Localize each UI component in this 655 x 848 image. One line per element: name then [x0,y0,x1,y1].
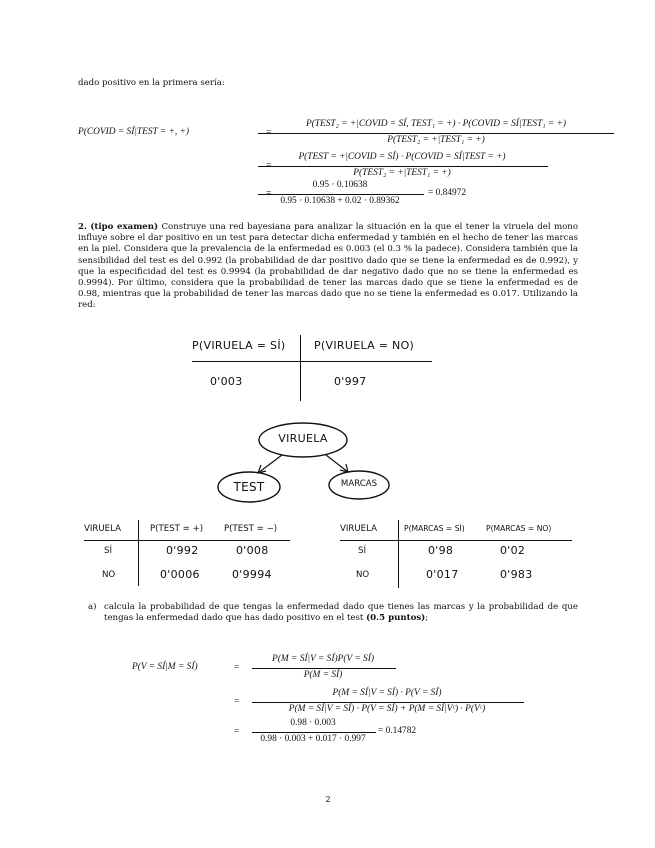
eq1-row1-bar [258,133,614,134]
problem-tag: (tipo examen) [90,222,159,232]
problem-text: Construye una red bayesiana para analizar la situación en la que el tener la viruela del mono influye sobre el dar positivo en un test para detectar dicha enfermedad y también en el hecho de tener las marcas en la piel. Considera que la prevalencia de la enfermedad es 0.003 (el 0.3 % la padece). Considera también que la sensibilidad del test es del 0.992 (la probabilidad de dar positivo dado que se tiene la enfermedad es de 0.992), y que la especificidad del test es 0.9994 (la probabilidad de dar negativo dado que no se tiene la enfermedad es 0.9994). Por último, considera que la probabilidad de tener las marcas dado que se tiene la enfermedad es de 0.98, mientras que la probabilidad de tener las marcas dado que no se tiene la enfermedad es 0.017. Utilizando la red: [78,222,578,311]
eq1-row3-bar [258,194,424,195]
item-a-label: a) [88,602,97,612]
eq1-row3-num: 0.95 · 0.10638 [312,180,368,190]
edge-viruela-marcas [326,455,348,472]
marcas-header-no: P(MARCAS = NO) [486,524,552,533]
problem-paragraph [78,222,578,312]
eq1-row2-bar [258,166,548,167]
eq1-equals-3: = [266,188,272,199]
prior-value-no: 0'997 [334,375,367,388]
problem-number: 2. [78,222,87,232]
test-hline [84,540,290,541]
prior-vline [300,335,301,401]
eq2-row3-bar [252,732,376,733]
eq1-row1-den: P(TEST₂ = +|TEST₁ = +) [387,135,485,145]
eq1-row2-num: P(TEST = +|COVID = SÍ) · P(COVID = SÍ|TEST = +) [298,152,506,162]
eq2-equals-1: = [234,662,240,673]
marcas-row2-viruela: NO [356,570,370,580]
eq2-row2-bar [252,702,524,703]
test-header-viruela: VIRUELA [84,524,121,534]
test-row1-neg: 0'008 [236,544,269,557]
item-a-paragraph [104,602,578,624]
marcas-row2-no: 0'983 [500,568,533,581]
page-number: 2 [325,795,331,805]
intro-line: dado positivo en la primera sería: [78,78,225,88]
marcas-row1-viruela: SÍ [358,546,366,556]
node-test-label: TEST [233,480,265,494]
prior-table [190,335,440,405]
marcas-row2-si: 0'017 [426,568,459,581]
prior-value-si: 0'003 [210,375,243,388]
item-a-text: calcula la probabilidad de que tengas la enfermedad dado que tienes las marcas y la probabilidad de que tengas la enfermedad dado que has dado positivo en el test [104,602,578,624]
eq2-row3-num: 0.98 · 0.003 [290,718,336,728]
eq2-lhs: P(V = SÍ|M = SÍ) [132,662,198,672]
eq2-row2-den: P(M = SÍ|V = SÍ) · P(V = SÍ) + P(M = SÍ|Vᶜ) · P(Vᶜ) [288,704,486,714]
eq2-row1-den: P(M = SÍ) [303,670,343,680]
test-row2-neg: 0'9994 [232,568,272,581]
eq1-row1-num: P(TEST₂ = +|COVID = SÍ, TEST₁ = +) · P(COVID = SÍ|TEST₁ = +) [305,119,567,129]
prior-header-si: P(VIRUELA = SÍ) [192,339,286,352]
eq2-row3-den: 0.98 · 0.003 + 0.017 · 0.997 [260,734,366,744]
node-marcas-label: MARCAS [340,479,378,489]
marcas-header-viruela: VIRUELA [340,524,377,534]
eq1-equals-2: = [266,160,272,171]
eq2-row2-num: P(M = SÍ|V = SÍ) · P(V = SÍ) [332,688,442,698]
eq2-row1-num: P(M = SÍ|V = SÍ)P(V = SÍ) [272,654,374,664]
eq1-row2-den: P(TEST₂ = +|TEST₁ = +) [353,168,451,178]
test-vline [138,520,139,586]
test-row2-viruela: NO [102,570,116,580]
edge-viruela-test [258,455,282,473]
eq2-equals-3: = [234,726,240,737]
node-viruela-label: VIRUELA [278,432,328,445]
item-a-points: (0.5 puntos) [366,613,426,624]
eq2-row1-bar [252,668,396,669]
prior-hline [192,361,432,362]
marcas-cpt-table [340,518,575,588]
eq1-lhs: P(COVID = SÍ|TEST = +, +) [78,127,190,137]
marcas-row1-si: 0'98 [428,544,454,557]
test-row1-pos: 0'992 [166,544,199,557]
prior-header-no: P(VIRUELA = NO) [314,339,415,352]
eq1-row3-den: 0.95 · 0.10638 + 0.02 · 0.89362 [280,196,400,206]
test-row2-pos: 0'0006 [160,568,200,581]
eq1-result: = 0.84972 [428,188,467,198]
item-a-trail: ; [425,613,429,624]
test-header-pos: P(TEST = +) [150,524,204,534]
marcas-vline [398,520,399,588]
eq2-equals-2: = [234,696,240,707]
test-cpt-table [84,518,294,588]
eq2-result: = 0.14782 [378,726,417,736]
eq1-equals-1: = [266,127,272,138]
test-row1-viruela: SÍ [104,546,112,556]
test-header-neg: P(TEST = −) [224,524,278,534]
marcas-hline [340,540,572,541]
marcas-header-si: P(MARCAS = SÍ) [404,524,465,533]
marcas-row1-no: 0'02 [500,544,526,557]
